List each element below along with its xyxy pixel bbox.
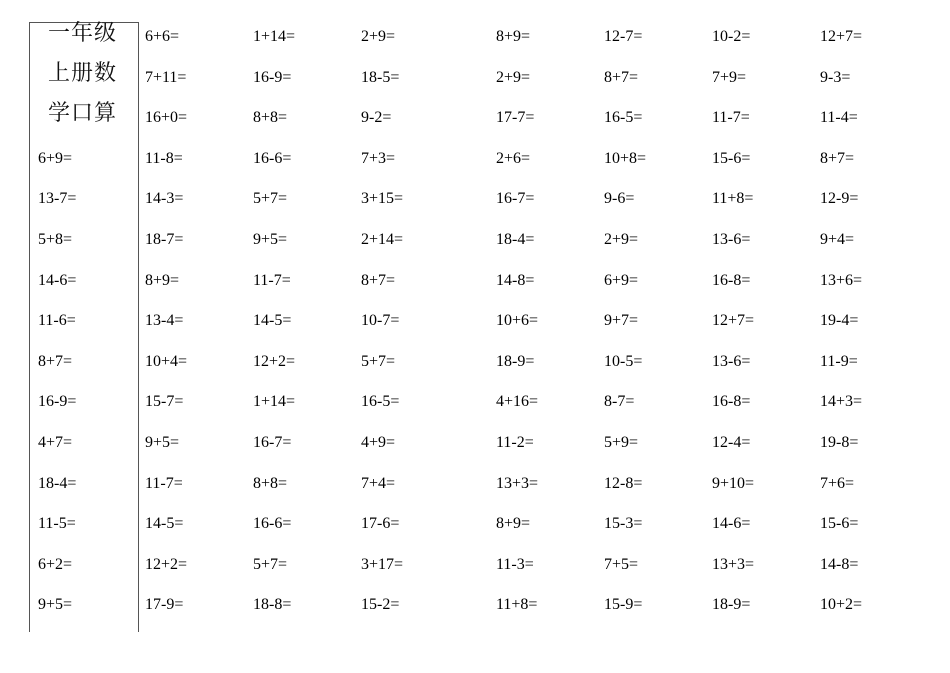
problem-item: 3+17= <box>361 555 404 573</box>
problem-item: 9+5= <box>38 596 73 614</box>
problem-item: 8+8= <box>253 109 288 127</box>
problem-item: 18-4= <box>38 474 77 492</box>
problem-item: 11-9= <box>820 352 858 370</box>
problem-item: 14-5= <box>253 312 292 330</box>
problem-item: 6+9= <box>38 149 73 167</box>
problem-item: 19-8= <box>820 434 859 451</box>
problem-item: 19-4= <box>820 312 859 330</box>
problem-item: 9-2= <box>361 109 392 127</box>
problem-item: 16+0= <box>145 109 188 127</box>
problem-item: 7+6= <box>820 474 855 492</box>
problem-item: 9+5= <box>253 231 288 248</box>
problem-item: 14-5= <box>145 515 184 533</box>
problem-item: 16-9= <box>253 68 292 86</box>
problem-item: 8+7= <box>38 352 73 370</box>
problem-item: 15-6= <box>820 515 859 533</box>
problem-item: 6+6= <box>145 28 180 45</box>
problem-item: 10+8= <box>604 149 647 167</box>
problem-item: 1+14= <box>253 393 296 411</box>
problem-item: 11-2= <box>496 434 534 451</box>
problem-item: 11-8= <box>145 149 183 167</box>
problem-item: 10-2= <box>712 28 751 45</box>
problem-item: 12+2= <box>145 555 188 573</box>
problem-item: 9+10= <box>712 474 755 492</box>
problem-item: 5+7= <box>253 190 288 208</box>
problem-item: 11+8= <box>496 596 538 614</box>
problem-item: 14-6= <box>712 515 751 533</box>
problem-item: 8+9= <box>496 515 531 533</box>
problem-item: 18-9= <box>496 352 535 370</box>
problem-item: 8+9= <box>145 271 180 289</box>
problem-item: 11-7= <box>712 109 750 127</box>
problem-item: 4+9= <box>361 434 396 451</box>
problem-item: 9-6= <box>604 190 635 208</box>
problem-item: 1+14= <box>253 28 296 45</box>
problem-item: 8+7= <box>604 68 639 86</box>
problem-item: 11+8= <box>712 190 754 208</box>
problem-item: 11-7= <box>253 271 291 289</box>
problem-item: 9+7= <box>604 312 639 330</box>
problem-item: 4+7= <box>38 434 73 451</box>
problem-item: 13-7= <box>38 190 77 208</box>
problem-item: 2+14= <box>361 231 404 248</box>
problem-item: 14-8= <box>820 555 859 573</box>
problem-item: 12-9= <box>820 190 859 208</box>
problem-item: 15-7= <box>145 393 184 411</box>
problem-item: 7+9= <box>712 68 747 86</box>
problem-item: 13-6= <box>712 231 751 248</box>
problem-item: 8+7= <box>361 271 396 289</box>
problem-item: 9-3= <box>820 68 851 86</box>
title-line: 一年级 <box>48 21 118 46</box>
problem-item: 16-5= <box>361 393 400 411</box>
problem-item: 17-6= <box>361 515 400 533</box>
problem-item: 18-5= <box>361 68 400 86</box>
problem-item: 13-4= <box>145 312 184 330</box>
problem-item: 8-7= <box>604 393 635 411</box>
problem-item: 16-9= <box>38 393 77 411</box>
problem-item: 16-7= <box>496 190 535 208</box>
problem-item: 7+5= <box>604 555 639 573</box>
problem-item: 17-9= <box>145 596 184 614</box>
problem-item: 5+7= <box>253 555 288 573</box>
problem-item: 14-8= <box>496 271 535 289</box>
problem-item: 12+7= <box>820 28 863 45</box>
problem-item: 13+3= <box>496 474 539 492</box>
title-line: 上册数 <box>48 61 118 86</box>
problem-item: 16-5= <box>604 109 643 127</box>
problem-item: 18-8= <box>253 596 292 614</box>
title-line: 学口算 <box>48 101 118 126</box>
problem-item: 16-6= <box>253 149 292 167</box>
problem-item: 2+9= <box>496 68 531 86</box>
problem-item: 7+4= <box>361 474 396 492</box>
problem-item: 7+3= <box>361 149 396 167</box>
problem-item: 13+6= <box>820 271 863 289</box>
problem-item: 12-4= <box>712 434 751 451</box>
problem-item: 17-7= <box>496 109 535 127</box>
problem-item: 8+8= <box>253 474 288 492</box>
problem-item: 14+3= <box>820 393 863 411</box>
problem-item: 9+4= <box>820 231 855 248</box>
problem-item: 15-6= <box>712 149 751 167</box>
problem-item: 4+16= <box>496 393 539 411</box>
problem-item: 12-7= <box>604 28 643 45</box>
problem-item: 9+5= <box>145 434 180 451</box>
problem-item: 13+3= <box>712 555 755 573</box>
problem-item: 15-9= <box>604 596 643 614</box>
problem-item: 10+6= <box>496 312 539 330</box>
problem-item: 14-3= <box>145 190 184 208</box>
problem-item: 11-7= <box>145 474 183 492</box>
problem-item: 15-3= <box>604 515 643 533</box>
problem-item: 16-7= <box>253 434 292 451</box>
problem-item: 14-6= <box>38 271 77 289</box>
problem-item: 10-5= <box>604 352 643 370</box>
problem-item: 5+8= <box>38 231 73 248</box>
problem-item: 6+2= <box>38 555 73 573</box>
problem-item: 10+2= <box>820 596 863 614</box>
problem-item: 2+9= <box>361 28 396 45</box>
problem-item: 16-8= <box>712 271 751 289</box>
problem-item: 18-9= <box>712 596 751 614</box>
problem-item: 12+2= <box>253 352 296 370</box>
problem-item: 11-5= <box>38 515 76 533</box>
problem-item: 11-4= <box>820 109 858 127</box>
problem-item: 10+4= <box>145 352 188 370</box>
problem-item: 18-4= <box>496 231 535 248</box>
problem-item: 12-8= <box>604 474 643 492</box>
problem-item: 6+9= <box>604 271 639 289</box>
problem-item: 11-3= <box>496 555 534 573</box>
problem-item: 15-2= <box>361 596 400 614</box>
problem-item: 8+7= <box>820 149 855 167</box>
problem-item: 13-6= <box>712 352 751 370</box>
problem-item: 8+9= <box>496 28 531 45</box>
problem-item: 18-7= <box>145 231 184 248</box>
problem-item: 16-6= <box>253 515 292 533</box>
problem-item: 2+6= <box>496 149 531 167</box>
problem-item: 3+15= <box>361 190 404 208</box>
problem-item: 10-7= <box>361 312 400 330</box>
problem-item: 12+7= <box>712 312 755 330</box>
problem-item: 16-8= <box>712 393 751 411</box>
problem-item: 5+9= <box>604 434 639 451</box>
problem-item: 7+11= <box>145 68 187 86</box>
problem-item: 11-6= <box>38 312 76 330</box>
problem-item: 2+9= <box>604 231 639 248</box>
problem-item: 5+7= <box>361 352 396 370</box>
